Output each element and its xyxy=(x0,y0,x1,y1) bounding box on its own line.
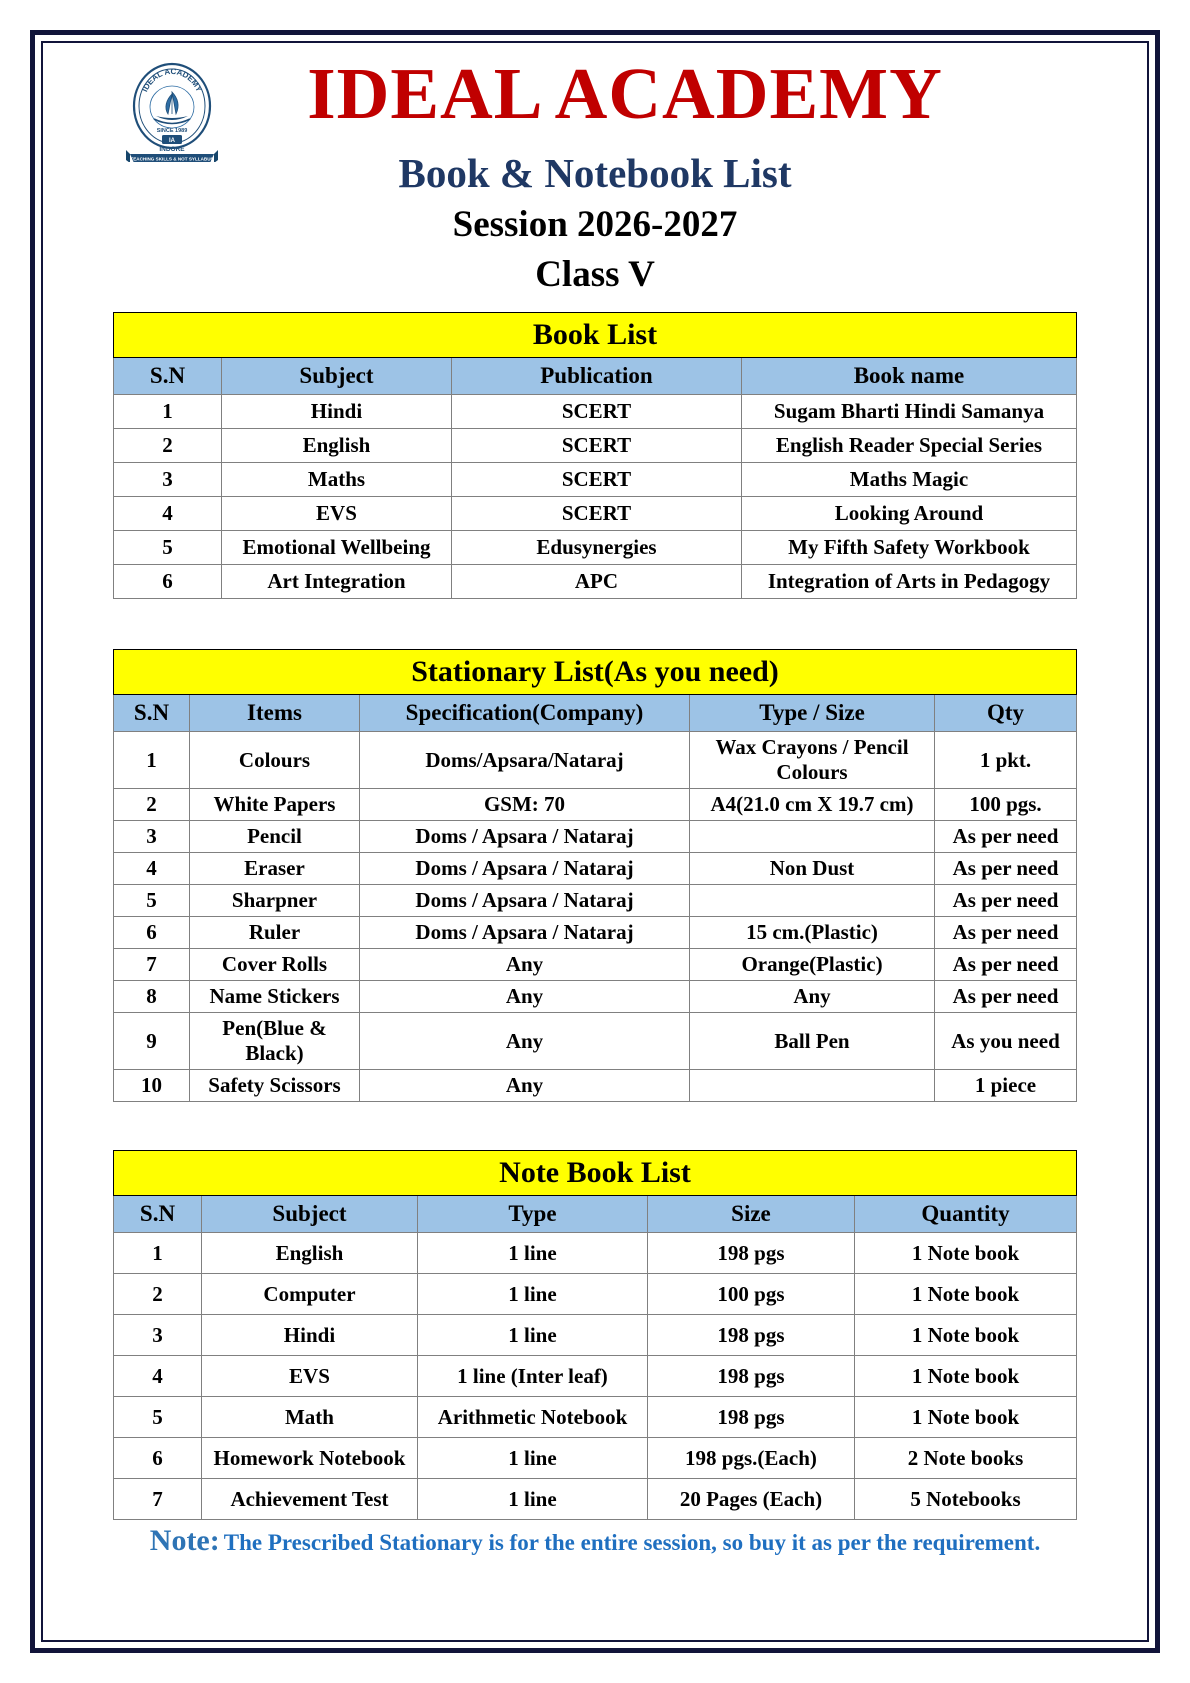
cell-specification: Doms/Apsara/Nataraj xyxy=(360,732,690,789)
cell-subject: Maths xyxy=(221,463,451,497)
cell-item: Sharpner xyxy=(190,885,360,917)
table-row xyxy=(114,885,1077,917)
cell-quantity: 1 Note book xyxy=(854,1356,1076,1397)
book-list-table xyxy=(113,312,1077,599)
table-row xyxy=(113,1438,1076,1479)
cell-subject: Computer xyxy=(201,1274,417,1315)
school-name: IDEAL ACADEMY xyxy=(307,53,943,134)
table-row xyxy=(113,395,1076,429)
notebook-col-quantity: Quantity xyxy=(854,1196,1076,1233)
book-list-title-row xyxy=(113,313,1076,358)
section-gap xyxy=(76,599,1114,637)
cell-quantity: 1 Note book xyxy=(854,1315,1076,1356)
cell-bookname: Integration of Arts in Pedagogy xyxy=(741,565,1076,599)
table-row xyxy=(113,1397,1076,1438)
cell-subject: Math xyxy=(201,1397,417,1438)
document-title: Book & Notebook List xyxy=(398,150,792,196)
book-list-title: Book List xyxy=(113,313,1076,358)
notebook-list-table xyxy=(113,1150,1077,1520)
cell-sn: 7 xyxy=(113,1479,201,1520)
cell-quantity: 1 Note book xyxy=(854,1233,1076,1274)
cell-sn: 6 xyxy=(113,565,221,599)
cell-type: 1 line xyxy=(417,1438,647,1479)
notebook-col-sn: S.N xyxy=(113,1196,201,1233)
svg-text:TEACHING SKILLS & NOT SYLLABUS: TEACHING SKILLS & NOT SYLLABUS xyxy=(130,156,214,162)
cell-subject: Hindi xyxy=(221,395,451,429)
cell-sn: 1 xyxy=(113,1233,201,1274)
stationary-list-header-row xyxy=(114,695,1077,732)
table-row xyxy=(114,789,1077,821)
table-row xyxy=(113,531,1076,565)
cell-publication: SCERT xyxy=(451,395,741,429)
stationary-col-type-size: Type / Size xyxy=(690,695,935,732)
document-content xyxy=(52,50,1138,1620)
cell-sn: 3 xyxy=(114,821,190,853)
cell-sn: 3 xyxy=(113,1315,201,1356)
table-row xyxy=(113,429,1076,463)
table-row xyxy=(113,565,1076,599)
stationary-list-title-row xyxy=(114,650,1077,695)
cell-specification: Any xyxy=(360,981,690,1013)
cell-qty: As per need xyxy=(935,821,1077,853)
table-row xyxy=(113,497,1076,531)
table-row xyxy=(114,1013,1077,1070)
cell-type: 1 line (Inter leaf) xyxy=(417,1356,647,1397)
class-label: Class V xyxy=(535,254,655,295)
cell-item: Cover Rolls xyxy=(190,949,360,981)
cell-qty: 1 piece xyxy=(935,1070,1077,1102)
cell-quantity: 5 Notebooks xyxy=(854,1479,1076,1520)
cell-qty: As per need xyxy=(935,917,1077,949)
cell-type-size: A4(21.0 cm X 19.7 cm) xyxy=(690,789,935,821)
notebook-col-subject: Subject xyxy=(201,1196,417,1233)
cell-subject: Homework Notebook xyxy=(201,1438,417,1479)
table-row xyxy=(113,1233,1076,1274)
table-row xyxy=(113,1315,1076,1356)
cell-publication: Edusynergies xyxy=(451,531,741,565)
cell-size: 198 pgs xyxy=(647,1315,854,1356)
section-gap xyxy=(76,1102,1114,1138)
cell-quantity: 1 Note book xyxy=(854,1397,1076,1438)
cell-type-size: 15 cm.(Plastic) xyxy=(690,917,935,949)
cell-sn: 4 xyxy=(114,853,190,885)
svg-text:IDEAL ACADEMY: IDEAL ACADEMY xyxy=(140,66,204,94)
cell-specification: Doms / Apsara / Nataraj xyxy=(360,853,690,885)
table-row xyxy=(114,853,1077,885)
cell-bookname: My Fifth Safety Workbook xyxy=(741,531,1076,565)
document-header xyxy=(76,50,1114,162)
cell-qty: As you need xyxy=(935,1013,1077,1070)
cell-size: 100 pgs xyxy=(647,1274,854,1315)
stationary-list-section xyxy=(76,649,1114,1102)
book-col-sn: S.N xyxy=(113,358,221,395)
cell-type-size: Ball Pen xyxy=(690,1013,935,1070)
cell-specification: Any xyxy=(360,1070,690,1102)
cell-qty: 100 pgs. xyxy=(935,789,1077,821)
cell-type: 1 line xyxy=(417,1274,647,1315)
table-row xyxy=(114,821,1077,853)
stationary-list-table xyxy=(113,649,1077,1102)
cell-publication: SCERT xyxy=(451,497,741,531)
cell-publication: SCERT xyxy=(451,429,741,463)
book-col-bookname: Book name xyxy=(741,358,1076,395)
cell-sn: 1 xyxy=(113,395,221,429)
cell-item: White Papers xyxy=(190,789,360,821)
cell-sn: 4 xyxy=(113,497,221,531)
book-col-publication: Publication xyxy=(451,358,741,395)
notebook-col-size: Size xyxy=(647,1196,854,1233)
table-row xyxy=(113,1356,1076,1397)
table-row xyxy=(114,981,1077,1013)
notebook-list-header-row xyxy=(113,1196,1076,1233)
cell-sn: 9 xyxy=(114,1013,190,1070)
cell-sn: 6 xyxy=(113,1438,201,1479)
stationary-col-qty: Qty xyxy=(935,695,1077,732)
cell-subject: Emotional Wellbeing xyxy=(221,531,451,565)
cell-qty: As per need xyxy=(935,981,1077,1013)
cell-subject: Achievement Test xyxy=(201,1479,417,1520)
cell-size: 198 pgs xyxy=(647,1233,854,1274)
table-row xyxy=(114,949,1077,981)
svg-text:IA: IA xyxy=(169,138,175,144)
stationary-col-specification: Specification(Company) xyxy=(360,695,690,732)
cell-sn: 10 xyxy=(114,1070,190,1102)
cell-specification: GSM: 70 xyxy=(360,789,690,821)
cell-size: 198 pgs.(Each) xyxy=(647,1438,854,1479)
cell-subject: Art Integration xyxy=(221,565,451,599)
cell-sn: 2 xyxy=(114,789,190,821)
cell-item: Eraser xyxy=(190,853,360,885)
stationary-col-items: Items xyxy=(190,695,360,732)
cell-type-size xyxy=(690,821,935,853)
notebook-list-title: Note Book List xyxy=(113,1151,1076,1196)
cell-type-size: Any xyxy=(690,981,935,1013)
notebook-list-title-row xyxy=(113,1151,1076,1196)
cell-type-size xyxy=(690,1070,935,1102)
cell-quantity: 1 Note book xyxy=(854,1274,1076,1315)
cell-subject: EVS xyxy=(221,497,451,531)
cell-type-size: Wax Crayons / Pencil Colours xyxy=(690,732,935,789)
cell-subject: English xyxy=(221,429,451,463)
cell-item: Ruler xyxy=(190,917,360,949)
stationary-list-title: Stationary List(As you need) xyxy=(114,650,1077,695)
cell-sn: 7 xyxy=(114,949,190,981)
cell-publication: SCERT xyxy=(451,463,741,497)
cell-subject: Hindi xyxy=(201,1315,417,1356)
cell-bookname: Maths Magic xyxy=(741,463,1076,497)
note-text: The Prescribed Stationary is for the entire session, so buy it as per the requirement. xyxy=(223,1530,1041,1555)
cell-quantity: 2 Note books xyxy=(854,1438,1076,1479)
cell-subject: English xyxy=(201,1233,417,1274)
svg-text:SINCE 1989: SINCE 1989 xyxy=(156,128,188,134)
cell-qty: 1 pkt. xyxy=(935,732,1077,789)
cell-type: Arithmetic Notebook xyxy=(417,1397,647,1438)
book-list-section xyxy=(76,312,1114,599)
cell-specification: Any xyxy=(360,949,690,981)
notebook-col-type: Type xyxy=(417,1196,647,1233)
cell-size: 198 pgs xyxy=(647,1397,854,1438)
footer-note xyxy=(114,1524,1077,1558)
cell-bookname: Sugam Bharti Hindi Samanya xyxy=(741,395,1076,429)
cell-type: 1 line xyxy=(417,1233,647,1274)
table-row xyxy=(113,1274,1076,1315)
cell-bookname: English Reader Special Series xyxy=(741,429,1076,463)
cell-type-size xyxy=(690,885,935,917)
cell-type-size: Orange(Plastic) xyxy=(690,949,935,981)
cell-qty: As per need xyxy=(935,885,1077,917)
cell-type: 1 line xyxy=(417,1479,647,1520)
cell-size: 20 Pages (Each) xyxy=(647,1479,854,1520)
cell-specification: Any xyxy=(360,1013,690,1070)
cell-item: Pen(Blue & Black) xyxy=(190,1013,360,1070)
cell-specification: Doms / Apsara / Nataraj xyxy=(360,821,690,853)
stationary-col-sn: S.N xyxy=(114,695,190,732)
cell-qty: As per need xyxy=(935,853,1077,885)
svg-text:INDORE: INDORE xyxy=(159,146,185,153)
school-logo-icon xyxy=(126,62,218,162)
cell-sn: 6 xyxy=(114,917,190,949)
cell-size: 198 pgs xyxy=(647,1356,854,1397)
table-row xyxy=(114,1070,1077,1102)
cell-item: Safety Scissors xyxy=(190,1070,360,1102)
cell-item: Name Stickers xyxy=(190,981,360,1013)
cell-type-size: Non Dust xyxy=(690,853,935,885)
cell-publication: APC xyxy=(451,565,741,599)
cell-sn: 4 xyxy=(113,1356,201,1397)
cell-specification: Doms / Apsara / Nataraj xyxy=(360,885,690,917)
cell-item: Pencil xyxy=(190,821,360,853)
cell-sn: 5 xyxy=(113,531,221,565)
session-label: Session 2026-2027 xyxy=(452,204,738,245)
cell-sn: 5 xyxy=(114,885,190,917)
table-row xyxy=(113,463,1076,497)
book-list-header-row xyxy=(113,358,1076,395)
cell-sn: 1 xyxy=(114,732,190,789)
cell-item: Colours xyxy=(190,732,360,789)
cell-subject: EVS xyxy=(201,1356,417,1397)
book-col-subject: Subject xyxy=(221,358,451,395)
cell-sn: 5 xyxy=(113,1397,201,1438)
cell-bookname: Looking Around xyxy=(741,497,1076,531)
table-row xyxy=(114,732,1077,789)
cell-sn: 8 xyxy=(114,981,190,1013)
cell-specification: Doms / Apsara / Nataraj xyxy=(360,917,690,949)
cell-qty: As per need xyxy=(935,949,1077,981)
cell-sn: 3 xyxy=(113,463,221,497)
cell-type: 1 line xyxy=(417,1315,647,1356)
cell-sn: 2 xyxy=(113,1274,201,1315)
note-label: Note: xyxy=(149,1524,220,1557)
notebook-list-section xyxy=(76,1150,1114,1520)
table-row xyxy=(114,917,1077,949)
table-row xyxy=(113,1479,1076,1520)
cell-sn: 2 xyxy=(113,429,221,463)
